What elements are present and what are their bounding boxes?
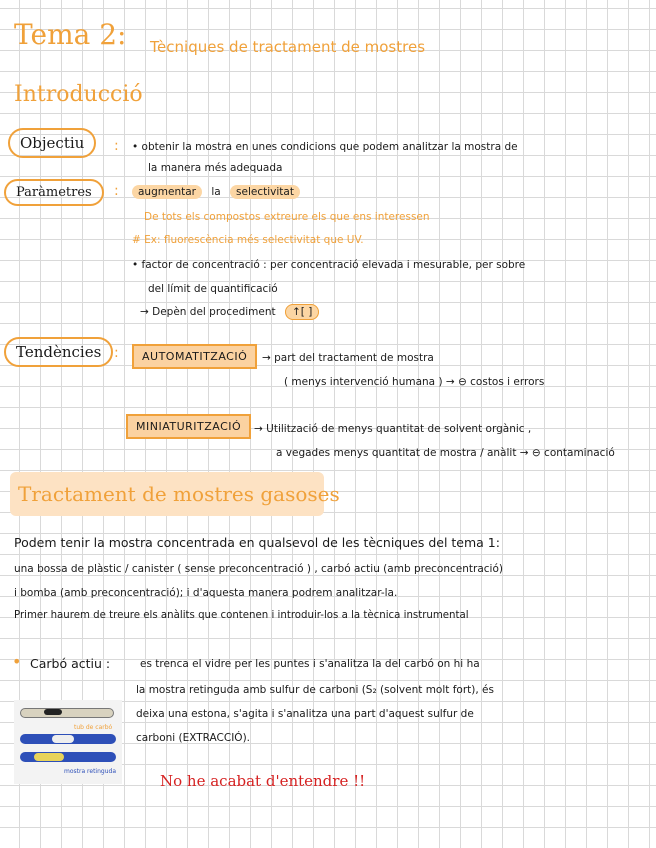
selectivitat-highlight: selectivitat bbox=[230, 185, 300, 199]
parametres-line1 bbox=[132, 186, 300, 198]
gases-para2: una bossa de plàstic / canister ( sense preconcentració ) , carbó actiu (amb preconcentració) bbox=[14, 563, 503, 575]
carbo-line2: la mostra retinguda amb sulfur de carboni (S₂ (solvent molt fort), és bbox=[136, 684, 494, 696]
parametres-line2: De tots els compostos extreure els que ens interessen bbox=[144, 211, 430, 223]
auto-line2: ( menys intervenció humana ) → ⊖ costos i errors bbox=[284, 376, 545, 388]
gases-para4: Primer haurem de treure els anàlits que contenen i introduir-los a la tècnica instrumental bbox=[14, 610, 469, 621]
intro-heading: Introducció bbox=[14, 82, 143, 107]
page-title: Tema 2: bbox=[14, 18, 127, 51]
parametres-label: Paràmetres bbox=[4, 179, 104, 206]
bullet-dot: • bbox=[12, 652, 22, 671]
gases-para1: Podem tenir la mostra concentrada en qualsevol de les tècniques del tema 1: bbox=[14, 535, 500, 550]
handwritten-note: No he acabat d'entendre !! bbox=[160, 772, 366, 790]
increase-bracket: ↑[ ] bbox=[285, 304, 319, 320]
la-word: la bbox=[211, 186, 221, 198]
mini-line1: → Utilització de menys quantitat de solvent orgànic , bbox=[254, 423, 532, 435]
colon-marker: : bbox=[114, 138, 119, 154]
parametres-line6 bbox=[140, 306, 319, 318]
depen-text: → Depèn del procediment bbox=[140, 306, 276, 318]
carbo-line1: es trenca el vidre per les puntes i s'analitza la del carbó on hi ha bbox=[140, 658, 480, 670]
colon-marker: : bbox=[114, 183, 119, 199]
image-caption-1: tub de carbó bbox=[74, 724, 113, 731]
carbo-line3: deixa una estona, s'agita i s'analitza una part d'aquest sulfur de bbox=[136, 708, 474, 720]
tube-label-icon bbox=[52, 735, 74, 743]
automatitzacio-box: AUTOMATITZACIÓ bbox=[132, 344, 257, 369]
carbo-line4: carboni (EXTRACCIÓ). bbox=[136, 732, 251, 744]
sample-band-icon bbox=[34, 753, 64, 761]
carbon-tube-image bbox=[14, 700, 122, 784]
parametres-line4: • factor de concentració : per concentració elevada i mesurable, per sobre bbox=[132, 259, 526, 271]
tendencies-label: Tendències bbox=[4, 337, 113, 367]
auto-line1: → part del tractament de mostra bbox=[262, 352, 434, 364]
parametres-line5: del límit de quantificació bbox=[148, 283, 278, 295]
miniaturitzacio-box: MINIATURITZACIÓ bbox=[126, 414, 251, 439]
colon-marker: : bbox=[114, 345, 119, 361]
objectiu-line1: • obtenir la mostra en unes condicions que podem analitzar la mostra de bbox=[132, 141, 518, 153]
parametres-line3: # Ex: fluorescència més selectivitat que UV. bbox=[132, 234, 364, 246]
objectiu-label: Objectiu bbox=[8, 128, 96, 158]
gases-heading: Tractament de mostres gasoses bbox=[18, 482, 340, 506]
mini-line2: a vegades menys quantitat de mostra / anàlit → ⊖ contaminació bbox=[276, 447, 615, 459]
carbo-label: Carbó actiu : bbox=[30, 656, 111, 671]
carbon-section-icon bbox=[44, 709, 62, 715]
augmentar-highlight: augmentar bbox=[132, 185, 202, 199]
glass-tube-icon bbox=[20, 708, 114, 718]
page-subtitle: Tècniques de tractament de mostres bbox=[150, 38, 426, 56]
image-caption-2: mostra retinguda bbox=[64, 768, 116, 775]
objectiu-line2: la manera més adequada bbox=[148, 162, 283, 174]
gases-para3: i bomba (amb preconcentració); i d'aquesta manera podrem analitzar-la. bbox=[14, 587, 398, 599]
